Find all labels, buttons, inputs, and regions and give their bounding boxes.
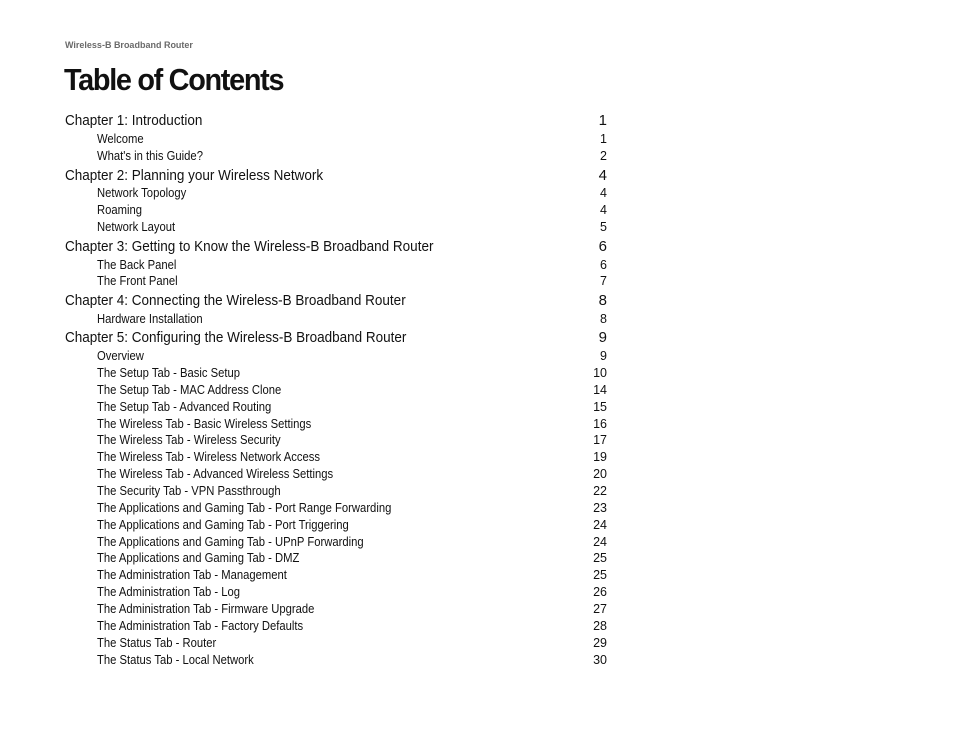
toc-section-overview[interactable] bbox=[0, 349, 954, 366]
toc-page-number: 4 bbox=[598, 167, 607, 184]
toc-entry-label: The Back Panel bbox=[97, 258, 177, 272]
toc-section-apps-port-triggering[interactable] bbox=[0, 518, 954, 535]
toc-entry-label: The Wireless Tab - Wireless Security bbox=[97, 433, 281, 447]
toc-section-setup-mac-clone[interactable] bbox=[0, 383, 954, 400]
toc-page-number: 14 bbox=[593, 383, 607, 397]
toc-entry-label: The Applications and Gaming Tab - Port Triggering bbox=[97, 518, 349, 532]
toc-entry-label: Overview bbox=[97, 349, 144, 363]
toc-section-admin-firmware[interactable] bbox=[0, 602, 954, 619]
toc-section-network-layout[interactable] bbox=[0, 220, 954, 237]
toc-entry-label: The Front Panel bbox=[97, 274, 178, 288]
toc-chapter-1[interactable] bbox=[0, 112, 954, 129]
toc-page-number: 10 bbox=[593, 366, 607, 380]
toc-entry-label: The Administration Tab - Firmware Upgrade bbox=[97, 602, 315, 616]
toc-page-number: 1 bbox=[600, 132, 607, 146]
toc-page-number: 28 bbox=[593, 619, 607, 633]
toc-entry-label: Hardware Installation bbox=[97, 312, 203, 326]
toc-page-number: 8 bbox=[600, 312, 607, 326]
toc-section-wireless-advanced[interactable] bbox=[0, 467, 954, 484]
toc-page-number: 19 bbox=[593, 450, 607, 464]
toc-page-number: 24 bbox=[593, 518, 607, 532]
toc-entry-label: Chapter 5: Configuring the Wireless-B Broadband Router bbox=[65, 329, 407, 346]
toc-page-number: 27 bbox=[593, 602, 607, 616]
toc-section-hardware-installation[interactable] bbox=[0, 312, 954, 329]
toc-section-admin-management[interactable] bbox=[0, 568, 954, 585]
toc-chapter-2[interactable] bbox=[0, 167, 954, 184]
toc-entry-label: The Wireless Tab - Advanced Wireless Settings bbox=[97, 467, 334, 481]
toc-section-admin-log[interactable] bbox=[0, 585, 954, 602]
toc-entry-label: Chapter 2: Planning your Wireless Network bbox=[65, 167, 324, 184]
toc-entry-label: What's in this Guide? bbox=[97, 149, 203, 163]
toc-section-setup-advanced-routing[interactable] bbox=[0, 400, 954, 417]
toc-page-number: 9 bbox=[600, 349, 607, 363]
toc-chapter-3[interactable] bbox=[0, 238, 954, 255]
toc-page-number: 16 bbox=[593, 417, 607, 431]
toc-page-number: 24 bbox=[593, 535, 607, 549]
toc-entry-label: The Applications and Gaming Tab - Port Range Forwarding bbox=[97, 501, 392, 515]
toc-page-number: 17 bbox=[593, 433, 607, 447]
toc-page-number: 4 bbox=[600, 186, 607, 200]
toc-page-number: 20 bbox=[593, 467, 607, 481]
toc-section-status-router[interactable] bbox=[0, 636, 954, 653]
toc-section-network-topology[interactable] bbox=[0, 186, 954, 203]
toc-section-welcome[interactable] bbox=[0, 132, 954, 149]
toc-entry-label: The Security Tab - VPN Passthrough bbox=[97, 484, 281, 498]
toc-entry-label: Chapter 4: Connecting the Wireless-B Broadband Router bbox=[65, 292, 406, 309]
toc-chapter-4[interactable] bbox=[0, 292, 954, 309]
toc-entry-label: The Setup Tab - Advanced Routing bbox=[97, 400, 272, 414]
toc-page-number: 6 bbox=[600, 258, 607, 272]
toc-page-number: 25 bbox=[593, 568, 607, 582]
toc-entry-label: The Setup Tab - MAC Address Clone bbox=[97, 383, 282, 397]
toc-entry-label: The Administration Tab - Management bbox=[97, 568, 287, 582]
toc-section-front-panel[interactable] bbox=[0, 274, 954, 291]
toc-section-wireless-security[interactable] bbox=[0, 433, 954, 450]
toc-page-number: 22 bbox=[593, 484, 607, 498]
toc-page-number: 26 bbox=[593, 585, 607, 599]
toc-entry-label: Roaming bbox=[97, 203, 143, 217]
toc-page-number: 8 bbox=[598, 292, 607, 309]
toc-entry-label: The Wireless Tab - Basic Wireless Settings bbox=[97, 417, 312, 431]
toc-section-security-vpn[interactable] bbox=[0, 484, 954, 501]
toc-page-number: 30 bbox=[593, 653, 607, 667]
toc-entry-label: The Status Tab - Router bbox=[97, 636, 217, 650]
toc-entry-label: The Applications and Gaming Tab - UPnP Forwarding bbox=[97, 535, 364, 549]
toc-page-number: 29 bbox=[593, 636, 607, 650]
toc-section-status-local-network[interactable] bbox=[0, 653, 954, 670]
toc-entry-label: Welcome bbox=[97, 132, 144, 146]
toc-entry-label: Network Layout bbox=[97, 220, 176, 234]
page-title: Table of Contents bbox=[64, 62, 284, 97]
toc-page-number: 5 bbox=[600, 220, 607, 234]
toc-entry-label: The Applications and Gaming Tab - DMZ bbox=[97, 551, 300, 565]
toc-page-number: 4 bbox=[600, 203, 607, 217]
toc-page-number: 6 bbox=[598, 238, 607, 255]
toc-section-wireless-network-access[interactable] bbox=[0, 450, 954, 467]
toc-entry-label: The Administration Tab - Factory Defaults bbox=[97, 619, 304, 633]
toc-section-setup-basic[interactable] bbox=[0, 366, 954, 383]
toc-section-wireless-basic[interactable] bbox=[0, 417, 954, 434]
toc-section-apps-dmz[interactable] bbox=[0, 551, 954, 568]
toc-entry-label: The Wireless Tab - Wireless Network Access bbox=[97, 450, 320, 464]
toc-section-admin-factory-defaults[interactable] bbox=[0, 619, 954, 636]
toc-section-roaming[interactable] bbox=[0, 203, 954, 220]
toc-page-number: 2 bbox=[600, 149, 607, 163]
toc-entry-label: The Status Tab - Local Network bbox=[97, 653, 254, 667]
toc-page-number: 9 bbox=[598, 329, 607, 346]
toc-entry-label: Chapter 3: Getting to Know the Wireless-B Broadband Router bbox=[65, 238, 434, 255]
toc-page-number: 1 bbox=[598, 112, 607, 129]
running-header: Wireless-B Broadband Router bbox=[65, 40, 193, 50]
toc-page-number: 25 bbox=[593, 551, 607, 565]
toc-section-back-panel[interactable] bbox=[0, 258, 954, 275]
toc-section-whats-in-this-guide[interactable] bbox=[0, 149, 954, 166]
toc-chapter-5[interactable] bbox=[0, 329, 954, 346]
toc-entry-label: Chapter 1: Introduction bbox=[65, 112, 203, 129]
toc-entry-label: The Setup Tab - Basic Setup bbox=[97, 366, 241, 380]
toc-entry-label: Network Topology bbox=[97, 186, 187, 200]
toc-page-number: 7 bbox=[600, 274, 607, 288]
toc-entry-label: The Administration Tab - Log bbox=[97, 585, 241, 599]
toc-section-apps-upnp[interactable] bbox=[0, 535, 954, 552]
toc-page-number: 15 bbox=[593, 400, 607, 414]
toc-page-number: 23 bbox=[593, 501, 607, 515]
toc-section-apps-port-range[interactable] bbox=[0, 501, 954, 518]
